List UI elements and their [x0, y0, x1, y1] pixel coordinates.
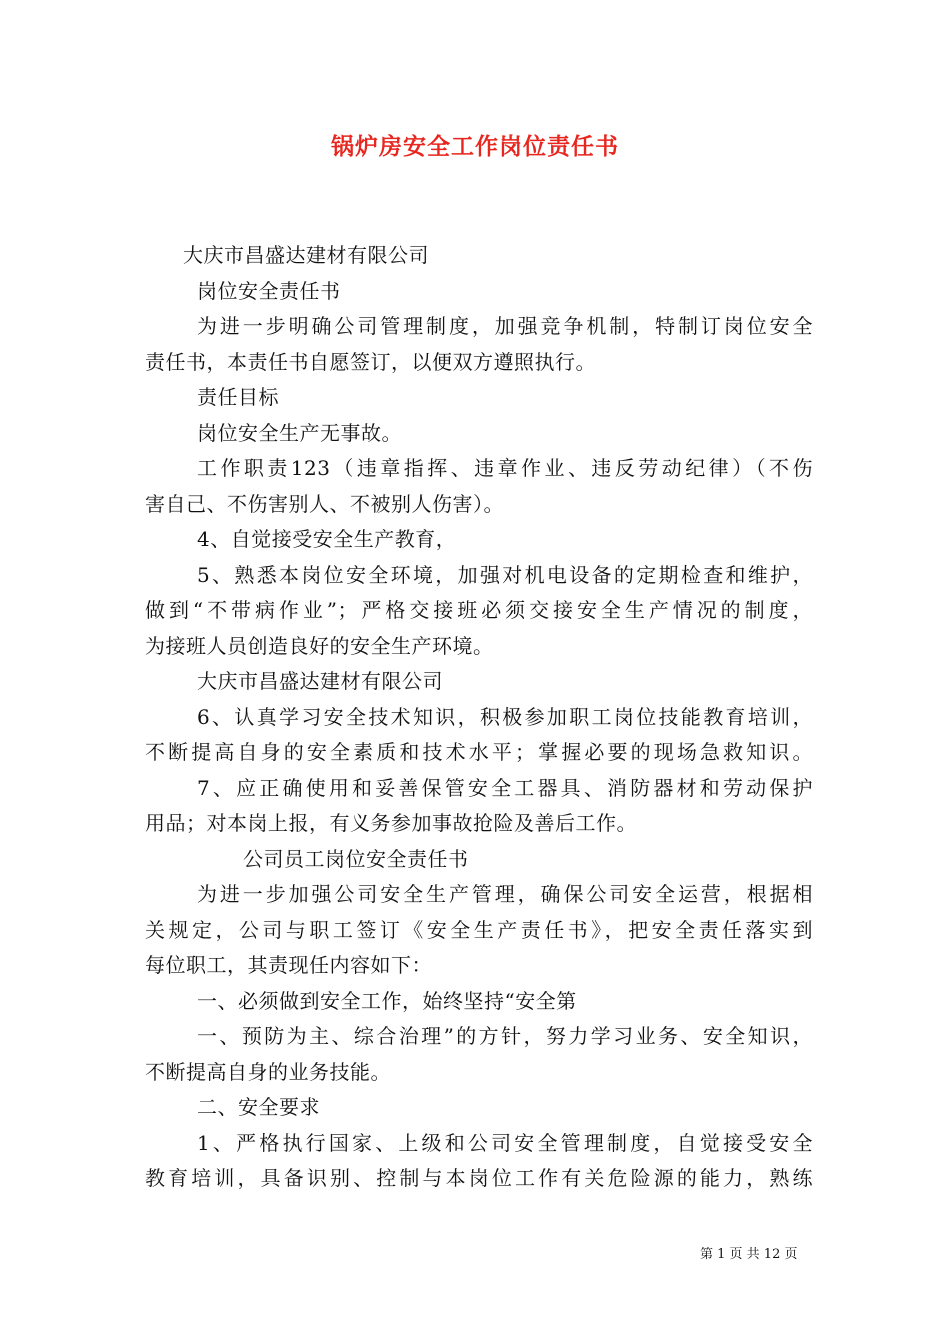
text-line: 为进一步明确公司管理制度，加强竞争机制，特制订岗位安全 — [197, 314, 813, 338]
text-line: 岗位安全责任书 — [197, 278, 341, 303]
text-line: 用品；对本岗上报，有义务参加事故抢险及善后工作。 — [145, 811, 637, 835]
text-line: 大庆市昌盛达建材有限公司 — [183, 243, 429, 267]
text-line: 1、严格执行国家、上级和公司安全管理制度，自觉接受安全 — [197, 1130, 813, 1155]
text-line: 一、必须做到安全工作，始终坚持“安全第 — [197, 988, 577, 1013]
text-line: 责任书，本责任书自愿签订，以便双方遵照执行。 — [145, 349, 596, 374]
text-line: 工作职责123（违章指挥、违章作业、违反劳动纪律）（不伤 — [197, 456, 813, 480]
text-line: 岗位安全生产无事故。 — [197, 420, 402, 445]
text-line: 为接班人员创造良好的安全生产环境。 — [145, 633, 494, 658]
text-line: 教育培训，具备识别、控制与本岗位工作有关危险源的能力，熟练 — [145, 1166, 813, 1190]
text-line: 关规定，公司与职工签订《安全生产责任书》，把安全责任落实到 — [145, 917, 813, 942]
text-line: 4、自觉接受安全生产教育， — [197, 527, 457, 551]
text-line: 害自己、不伤害别人、不被别人伤害）。 — [145, 491, 504, 516]
text-line: 7、应正确使用和妥善保管安全工器具、消防器材和劳动保护 — [197, 775, 813, 800]
text-line: 每位职工，其责现任内容如下： — [145, 953, 432, 977]
text-line: 不断提高自身的业务技能。 — [145, 1059, 391, 1084]
text-line: 5、熟悉本岗位安全环境，加强对机电设备的定期检查和维护， — [197, 562, 813, 587]
text-line: 公司员工岗位安全责任书 — [243, 846, 469, 871]
document-body — [145, 238, 813, 1197]
text-line: 责任目标 — [197, 385, 279, 409]
text-line: 做到“不带病作业”；严格交接班必须交接安全生产情况的制度， — [145, 598, 813, 622]
text-line: 一、预防为主、综合治理”的方针，努力学习业务、安全知识， — [197, 1024, 813, 1048]
text-line: 二、安全要求 — [197, 1095, 320, 1119]
document-title: 锅炉房安全工作岗位责任书 — [331, 133, 619, 160]
text-line: 为进一步加强公司安全生产管理，确保公司安全运营，根据相 — [197, 882, 813, 906]
text-line: 大庆市昌盛达建材有限公司 — [197, 669, 443, 693]
text-line: 不断提高自身的安全素质和技术水平；掌握必要的现场急救知识。 — [145, 740, 813, 764]
text-line: 6、认真学习安全技术知识，积极参加职工岗位技能教育培训， — [197, 704, 813, 729]
page-footer: 第 1 页 共 12 页 — [700, 1247, 798, 1262]
